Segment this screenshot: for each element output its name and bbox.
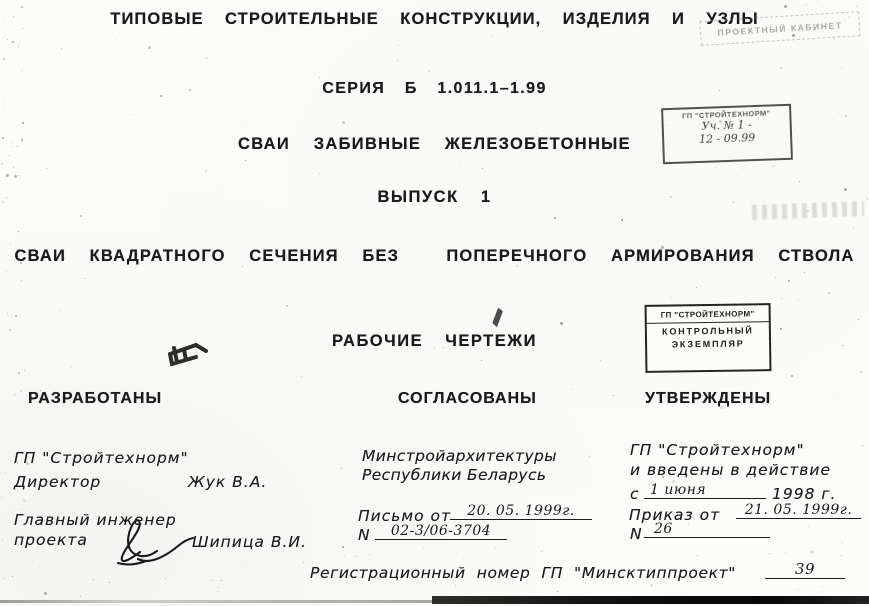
- agreed-number-label: N: [358, 526, 371, 544]
- stamp-registration: [661, 104, 793, 165]
- footer-registration-label: Регистрационный номер ГП "Минсктиппроект": [310, 564, 736, 582]
- smudge-streak-artifact: [752, 201, 864, 220]
- developed-org: ГП "Стройтехнорм": [14, 449, 189, 467]
- worktype-line: РАБОЧИЕ ЧЕРТЕЖИ: [331, 332, 538, 350]
- stamp-registration-hand-line2: 12 - 09.99: [698, 131, 756, 146]
- approved-org: ГП "Стройтехнорм": [630, 441, 805, 459]
- ink-tick-artifact: [492, 307, 504, 327]
- developed-role-director: Директор: [14, 473, 102, 491]
- agreed-org-line1: Минстройархитектуры: [362, 447, 557, 465]
- approved-from-label: с: [630, 485, 640, 503]
- subtitle-line: СВАИ КВАДРАТНОГО СЕЧЕНИЯ БЕЗ ПОПЕРЕЧНОГО АРМИРОВАНИЯ СТВОЛА: [14, 247, 855, 265]
- approved-from-date-value: 1 июня: [644, 482, 766, 499]
- stamp-control-copy: [645, 303, 772, 373]
- approved-number-value: 26: [644, 521, 770, 538]
- series-line: СЕРИЯ Б 1.011.1–1.99: [322, 80, 547, 97]
- approved-from-year: 1998 г.: [772, 485, 837, 503]
- heading-approved: УТВЕРЖДЕНЫ: [645, 390, 772, 407]
- approved-order-label: Приказ от: [629, 506, 721, 524]
- stamp-project-cabinet-text: ПРОЕКТНЫЙ КАБИНЕТ: [717, 19, 843, 38]
- scan-edge-band-right: [432, 596, 869, 604]
- agreed-org-line2: Республики Беларусь: [362, 466, 547, 484]
- signature: [108, 508, 196, 570]
- subject-line: СВАИ ЗАБИВНЫЕ ЖЕЛЕЗОБЕТОННЫЕ: [238, 135, 631, 153]
- stamp-control-line1: КОНТРОЛЬНЫЙ: [662, 325, 754, 337]
- stamp-control-line2: ЭКЗЕМПЛЯР: [671, 338, 745, 350]
- doc-title: ТИПОВЫЕ СТРОИТЕЛЬНЫЕ КОНСТРУКЦИИ, ИЗДЕЛИЯ И УЗЛЫ: [110, 10, 759, 28]
- ink-blot-artifact: [164, 338, 210, 370]
- agreed-number-value: 02-3/06-3704: [375, 523, 507, 540]
- scan-edge-band-left: [0, 600, 440, 603]
- developed-role-project: проекта: [14, 531, 88, 549]
- developed-name-zhuk: Жук В.А.: [188, 473, 268, 491]
- developed-name-shipitsa: Шипица В.И.: [192, 533, 307, 551]
- footer-registration-number: 39: [765, 560, 845, 579]
- agreed-letter-date-value: 20. 05. 1999г.: [450, 503, 592, 520]
- issue-line: ВЫПУСК 1: [377, 188, 492, 206]
- approved-number-label: N: [630, 525, 643, 543]
- heading-agreed: СОГЛАСОВАНЫ: [398, 390, 537, 407]
- developed-role-chief-engineer: Главный инженер: [14, 511, 177, 529]
- heading-developed: РАЗРАБОТАНЫ: [28, 390, 163, 407]
- agreed-letter-label: Письмо от: [358, 507, 452, 525]
- approved-order-date-value: 21. 05. 1999г.: [736, 502, 861, 519]
- stamp-registration-hand-line1: Уч. № 1 -: [701, 118, 752, 133]
- stamp-control-org: ГП "СТРОЙТЕХНОРМ": [647, 305, 769, 324]
- approved-intro-line: и введены в действие: [630, 461, 832, 479]
- stamp-registration-org: ГП "СТРОЙТЕХНОРМ": [681, 108, 771, 121]
